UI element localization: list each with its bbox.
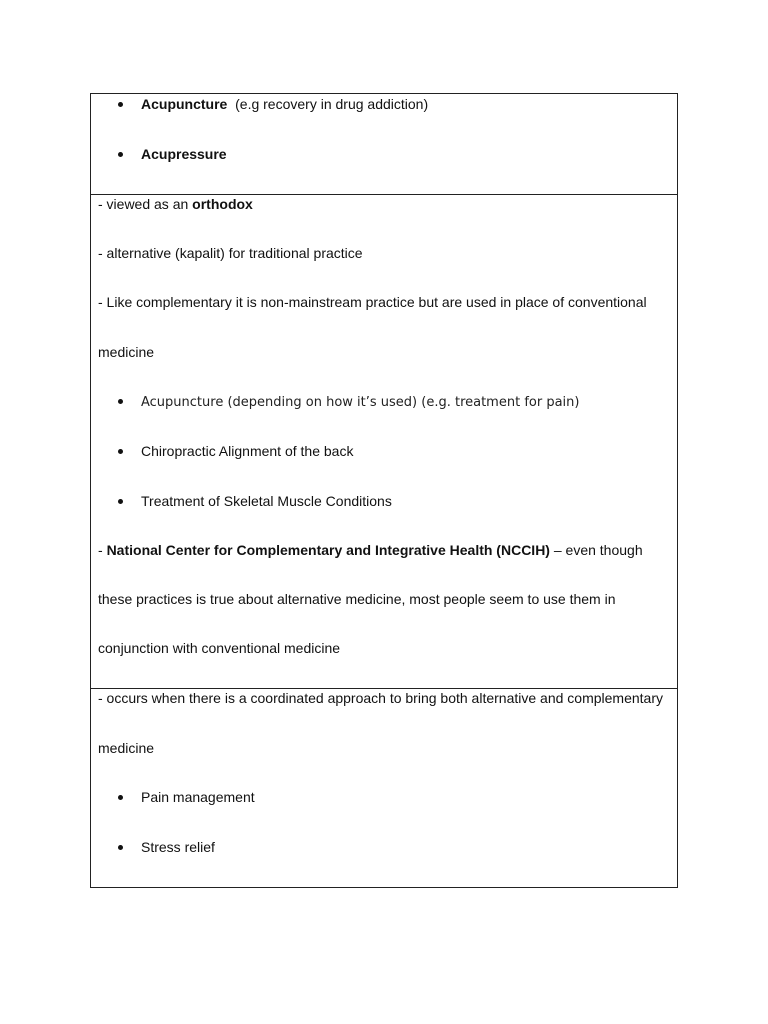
paragraph-line: - alternative (kapalit) for traditional practice [98, 245, 363, 261]
paragraph-line [98, 195, 671, 213]
list-item-text: Stress relief [141, 839, 215, 855]
list-item [118, 788, 255, 806]
bullet-icon [118, 845, 123, 850]
list-item-bold: Acupuncture [141, 96, 228, 112]
list-item [118, 442, 353, 460]
list-item [118, 95, 428, 113]
line-text: - viewed as an [98, 196, 193, 212]
table-row-integrative [91, 689, 677, 887]
paragraph-line [98, 541, 671, 559]
bullet-icon [118, 499, 123, 504]
list-item [118, 145, 227, 163]
list-item [118, 838, 215, 856]
paragraph-line: - occurs when there is a coordinated approach to bring both alternative and complementary [98, 690, 663, 706]
paragraph-line: medicine [98, 344, 155, 360]
bullet-icon [118, 795, 123, 800]
line-text: – even though [549, 542, 643, 558]
table-row-therapies [91, 94, 677, 195]
list-item-text: Acupuncture (depending on how it’s used) (e.g. treatment for pain) [141, 395, 580, 410]
list-item [118, 492, 392, 510]
list-item-text: (e.g recovery in drug addiction) [227, 96, 429, 112]
paragraph-line: medicine [98, 740, 155, 756]
list-item [118, 392, 579, 412]
content-table [90, 93, 678, 888]
bullet-icon [118, 102, 123, 107]
list-item-text: Chiropractic Alignment of the back [141, 443, 354, 459]
bullet-icon [118, 152, 123, 157]
table-row-alternative [91, 195, 677, 689]
line-text: - [98, 542, 107, 558]
line-bold: orthodox [192, 196, 253, 212]
paragraph-line: - Like complementary it is non-mainstream practice but are used in place of conventional [98, 294, 647, 310]
paragraph-line: conjunction with conventional medicine [98, 640, 341, 656]
list-item-bold: Acupressure [141, 146, 227, 162]
list-item-text: Pain management [141, 789, 255, 805]
paragraph-line: these practices is true about alternative medicine, most people seem to use them in [98, 591, 616, 607]
bullet-icon [118, 449, 123, 454]
list-item-text: Treatment of Skeletal Muscle Conditions [141, 493, 392, 509]
line-bold: National Center for Complementary and Integrative Health (NCCIH) [106, 542, 550, 558]
bullet-icon [118, 399, 123, 404]
